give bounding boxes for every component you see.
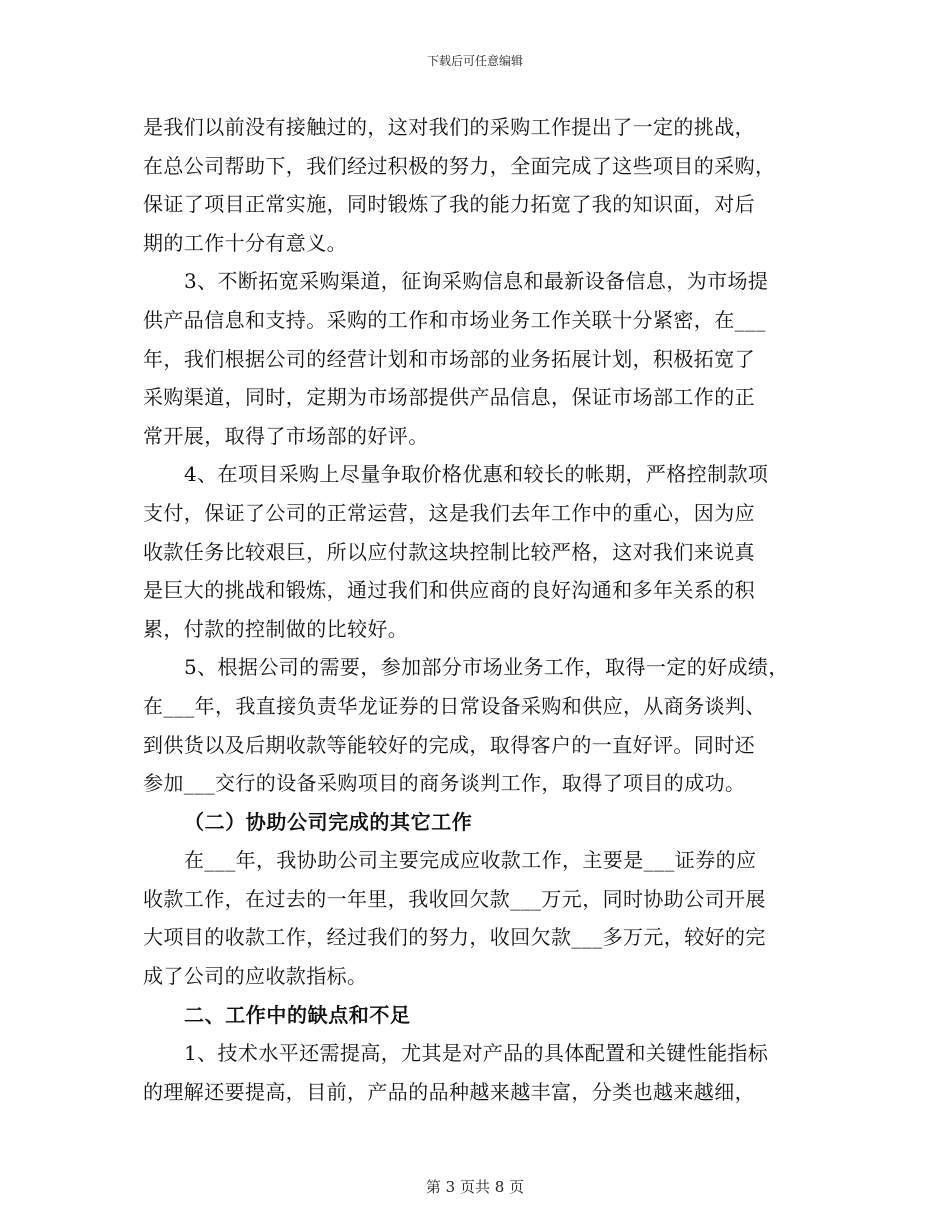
section-heading: （二）协助公司完成的其它工作: [184, 809, 473, 834]
text-line: 5、根据公司的需要，参加部分市场业务工作，取得一定的好成绩，: [184, 655, 789, 680]
text-line: 4、在项目采购上尽量争取价格优惠和较长的帐期，严格控制款项: [184, 462, 769, 487]
document-body: [143, 108, 823, 1111]
section-heading: 二、工作中的缺点和不足: [184, 1002, 411, 1027]
text-line: 1、技术水平还需提高，尤其是对产品的具体配置和关键性能指标: [184, 1041, 769, 1066]
text-line: 在总公司帮助下，我们经过积极的努力，全面完成了这些项目的采购，: [143, 153, 776, 178]
page-header: 下载后可任意编辑: [426, 54, 523, 68]
page-footer: 第 3 页共 8 页: [425, 1178, 525, 1196]
text-line: 采购渠道，同时，定期为市场部提供产品信息，保证市场部工作的正: [143, 385, 755, 410]
text-line: 大项目的收款工作，经过我们的努力，收回欠款___多万元，较好的完: [143, 925, 766, 950]
text-line: 收款任务比较艰巨，所以应付款这块控制比较严格，这对我们来说真: [143, 539, 755, 564]
text-line: 常开展，取得了市场部的好评。: [143, 423, 429, 448]
text-line: 在___年，我直接负责华龙证券的日常设备采购和供应，从商务谈判、: [143, 693, 766, 718]
text-line: 期的工作十分有意义。: [143, 230, 347, 255]
text-line: 到供货以及后期收款等能较好的完成，取得客户的一直好评。同时还: [143, 732, 755, 757]
text-line: 支付，保证了公司的正常运营，这是我们去年工作中的重心，因为应: [143, 500, 755, 525]
text-line: 供产品信息和支持。采购的工作和市场业务工作关联十分紧密，在___: [143, 307, 766, 332]
text-line: 是巨大的挑战和锻炼，通过我们和供应商的良好沟通和多年关系的积: [143, 578, 755, 603]
text-line: 参加___交行的设备采购项目的商务谈判工作，取得了项目的成功。: [143, 771, 746, 796]
text-line: 在___年，我协助公司主要完成应收款工作，主要是___证券的应: [184, 848, 757, 873]
text-line: 的理解还要提高，目前，产品的品种越来越丰富，分类也越来越细，: [143, 1079, 755, 1104]
text-line: 年，我们根据公司的经营计划和市场部的业务拓展计划，积极拓宽了: [143, 346, 755, 371]
text-line: 成了公司的应收款指标。: [143, 964, 368, 989]
text-line: 保证了项目正常实施，同时锻炼了我的能力拓宽了我的知识面，对后: [143, 192, 755, 217]
text-line: 收款工作，在过去的一年里，我收回欠款___万元，同时协助公司开展: [143, 886, 766, 911]
text-line: 3、不断拓宽采购渠道，征询采购信息和最新设备信息，为市场提: [184, 269, 769, 294]
text-line: 累，付款的控制做的比较好。: [143, 616, 409, 641]
text-line: 是我们以前没有接触过的，这对我们的采购工作提出了一定的挑战，: [143, 115, 755, 139]
